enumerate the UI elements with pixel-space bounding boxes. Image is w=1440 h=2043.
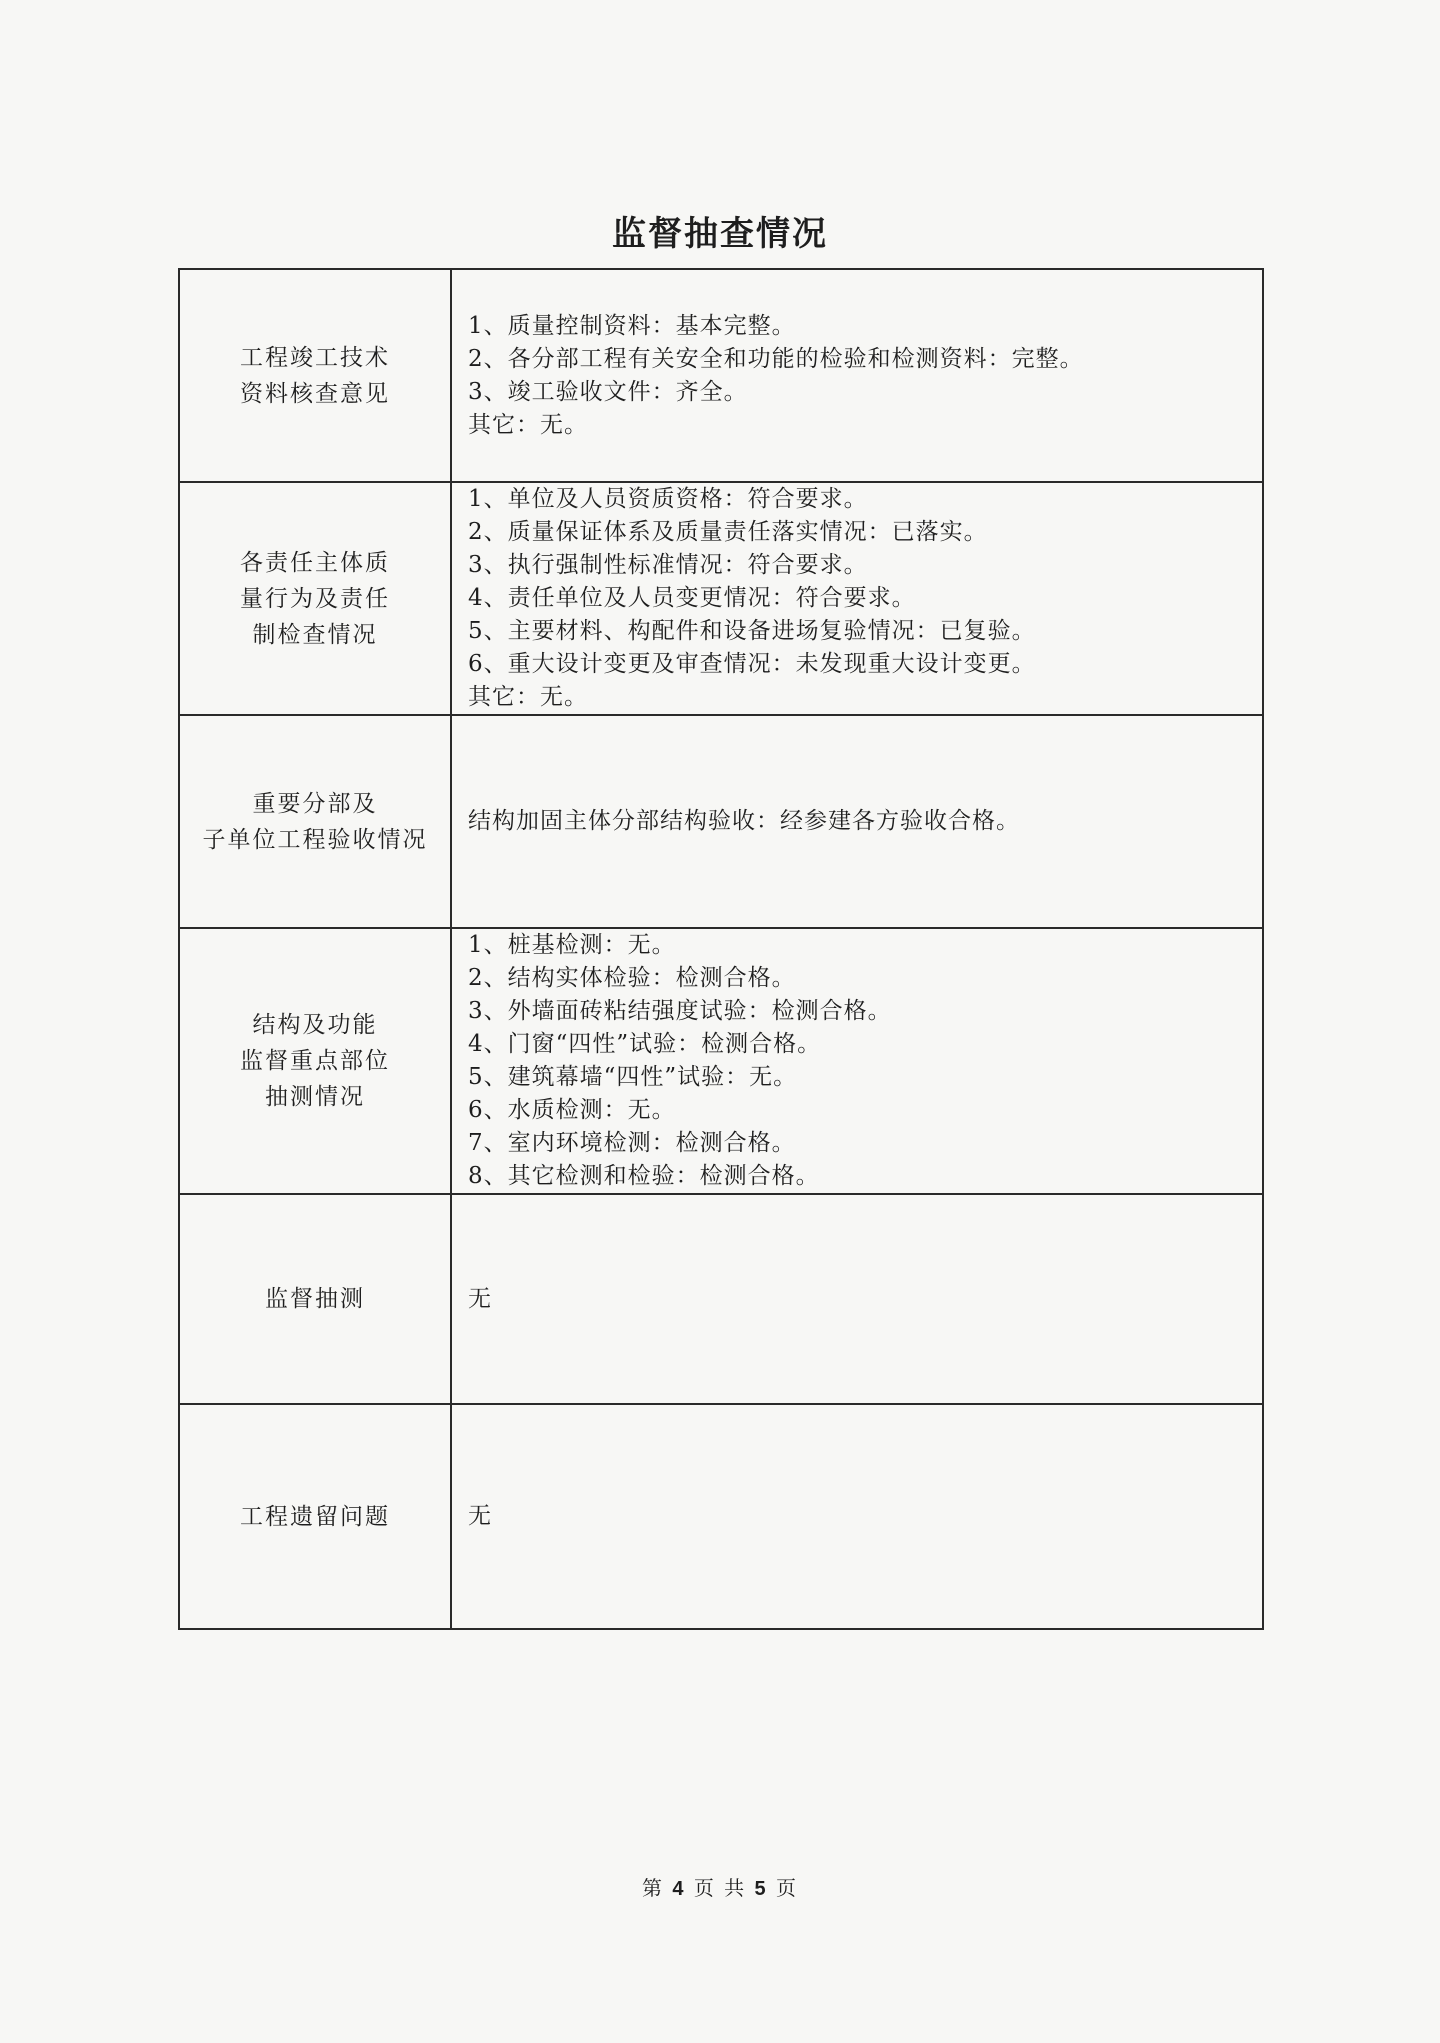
row-label <box>179 715 451 928</box>
content-line: 2、质量保证体系及质量责任落实情况：已落实。 <box>468 519 988 545</box>
row-content <box>451 715 1263 928</box>
content-line: 3、执行强制性标准情况：符合要求。 <box>468 552 868 578</box>
content-line: 无 <box>468 1503 492 1529</box>
label-line: 资料核查意见 <box>240 380 390 407</box>
content-line: 1、单位及人员资质资格：符合要求。 <box>468 486 868 512</box>
content-line: 3、竣工验收文件：齐全。 <box>468 378 748 405</box>
row-content <box>451 482 1263 715</box>
label-line: 各责任主体质 <box>240 549 390 576</box>
label-line: 监督抽测 <box>265 1286 365 1312</box>
table-row <box>179 928 1263 1194</box>
page-number <box>0 1872 1440 1901</box>
content-line: 5、建筑幕墙“四性”试验：无。 <box>468 1064 798 1090</box>
content-line: 2、结构实体检验：检测合格。 <box>468 965 796 991</box>
content-line: 6、重大设计变更及审查情况：未发现重大设计变更。 <box>468 651 1036 677</box>
row-content <box>451 269 1263 482</box>
row-content <box>451 1404 1263 1629</box>
row-label <box>179 269 451 482</box>
table-row <box>179 715 1263 928</box>
row-content <box>451 1194 1263 1404</box>
content-line: 3、外墙面砖粘结强度试验：检测合格。 <box>468 998 892 1024</box>
page-prefix: 第 <box>641 1876 664 1900</box>
table-row <box>179 1404 1263 1629</box>
total-pages: 5 <box>754 1878 768 1900</box>
label-line: 工程竣工技术 <box>240 344 390 371</box>
content-line: 5、主要材料、构配件和设备进场复验情况：已复验。 <box>468 618 1036 644</box>
page-suffix: 页 <box>776 1876 799 1900</box>
content-line: 其它：无。 <box>468 411 588 438</box>
content-line: 无 <box>468 1285 492 1312</box>
label-line: 重要分部及 <box>252 790 378 817</box>
content-line: 4、门窗“四性”试验：检测合格。 <box>468 1031 822 1057</box>
current-page: 4 <box>672 1878 686 1900</box>
content-line: 7、室内环境检测：检测合格。 <box>468 1130 796 1156</box>
label-line: 量行为及责任 <box>240 585 390 612</box>
content-line: 结构加固主体分部结构验收：经参建各方验收合格。 <box>468 808 1020 834</box>
page-title: 监督抽查情况 <box>612 214 828 254</box>
label-line: 子单位工程验收情况 <box>202 826 428 853</box>
row-label <box>179 928 451 1194</box>
page-middle: 页 共 <box>693 1876 747 1900</box>
content-line: 2、各分部工程有关安全和功能的检验和检测资料：完整。 <box>468 345 1084 372</box>
label-line: 抽测情况 <box>265 1084 365 1110</box>
content-line: 其它：无。 <box>468 684 588 710</box>
row-label <box>179 482 451 715</box>
table-row <box>179 269 1263 482</box>
label-line: 工程遗留问题 <box>240 1503 390 1530</box>
row-label <box>179 1194 451 1404</box>
content-line: 1、质量控制资料：基本完整。 <box>468 312 796 339</box>
inspection-table <box>178 268 1264 1630</box>
label-line: 结构及功能 <box>252 1012 378 1038</box>
content-line: 1、桩基检测：无。 <box>468 932 676 958</box>
row-label <box>179 1404 451 1629</box>
content-line: 6、水质检测：无。 <box>468 1097 676 1123</box>
label-line: 制检查情况 <box>252 621 378 648</box>
content-line: 8、其它检测和检验：检测合格。 <box>468 1163 820 1189</box>
content-line: 4、责任单位及人员变更情况：符合要求。 <box>468 585 916 611</box>
label-line: 监督重点部位 <box>240 1048 390 1074</box>
row-content <box>451 928 1263 1194</box>
table-row <box>179 1194 1263 1404</box>
table-row <box>179 482 1263 715</box>
